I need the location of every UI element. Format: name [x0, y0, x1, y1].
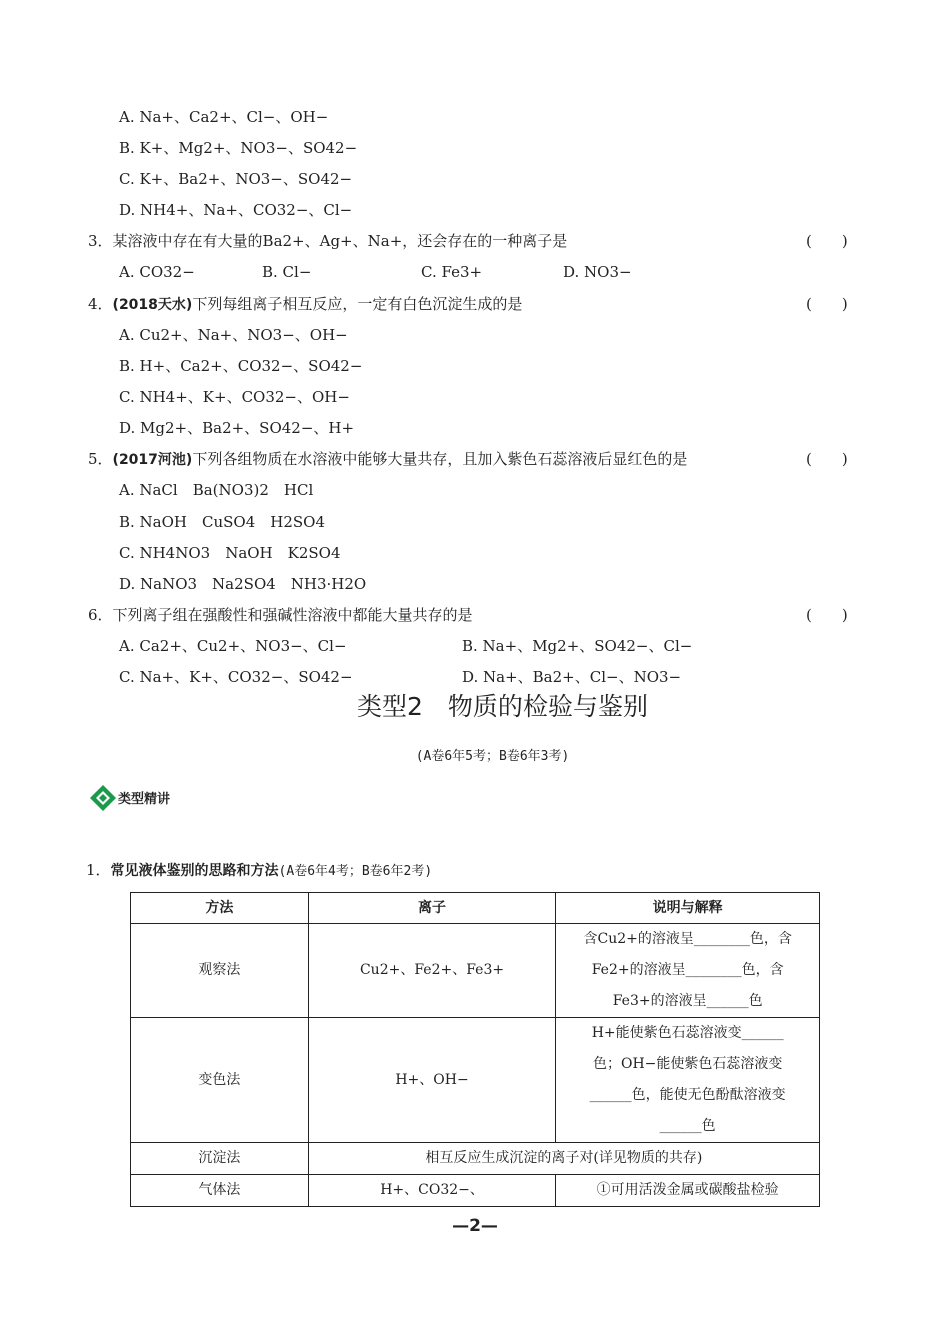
option-q3-c: C. Fe3+ [421, 263, 483, 281]
explain-line: H+能使紫色石蕊溶液变______ [591, 1025, 784, 1041]
header-explain: 说明与解释 [556, 893, 820, 924]
option-q3-a: A. CO32− [119, 263, 195, 281]
question-number: 5． [88, 450, 113, 468]
table-row [131, 1143, 820, 1175]
question-number: 6． [88, 606, 113, 624]
explain-line: ______色 [659, 1118, 716, 1134]
cell-method: 沉淀法 [131, 1143, 309, 1175]
option-q2-b: B. K+、Mg2+、NO3−、SO42− [119, 139, 358, 157]
question-number: 3． [88, 232, 113, 250]
question-exam-frequency: (A卷6年4考；B卷6年2考) [278, 864, 433, 879]
header-method: 方法 [131, 893, 309, 924]
identification-table [130, 892, 820, 1207]
table-row [131, 1175, 820, 1207]
question-title: 常见液体鉴别的思路和方法 [110, 863, 279, 879]
option-q2-d: D. NH4+、Na+、CO32−、Cl− [119, 201, 353, 219]
cell-explain [556, 1175, 820, 1207]
cell-method: 观察法 [131, 924, 309, 1018]
cell-method: 变色法 [131, 1018, 309, 1143]
answer-blank-q3: ( ) [806, 232, 848, 250]
question-4 [88, 294, 522, 315]
question-6 [88, 605, 473, 625]
question-stem: 下列离子组在强酸性和强碱性溶液中都能大量共存的是 [112, 606, 473, 624]
option-q6-a: A. Ca2+、Cu2+、NO3−、Cl− [119, 637, 347, 655]
option-q2-a: A. Na+、Ca2+、Cl−、OH− [119, 108, 329, 126]
option-q2-c: C. K+、Ba2+、NO3−、SO42− [119, 170, 353, 188]
header-ions: 离子 [308, 893, 556, 924]
answer-blank-q4: ( ) [806, 295, 848, 313]
explain-line: 色；OH−能使紫色石蕊溶液变 [592, 1056, 783, 1072]
question-source: (2018天水) [112, 297, 193, 313]
diamond-logo-icon [90, 785, 116, 811]
option-q4-b: B. H+、Ca2+、CO32−、SO42− [119, 357, 363, 375]
answer-blank-q6: ( ) [806, 606, 848, 624]
option-q6-b: B. Na+、Mg2+、SO42−、Cl− [462, 637, 693, 655]
cell-ions: H+、OH− [308, 1018, 556, 1143]
question-stem: 下列各组物质在水溶液中能够大量共存，且加入紫色石蕊溶液后显红色的是 [192, 450, 688, 468]
question-number: 1． [86, 861, 111, 879]
table-row [131, 924, 820, 1018]
question-source: (2017河池) [112, 452, 193, 468]
option-q6-d: D. Na+、Ba2+、Cl−、NO3− [462, 668, 682, 686]
cell-ions: H+、CO32−、 [308, 1175, 556, 1207]
cell-merged: 相互反应生成沉淀的离子对(详见物质的共存) [308, 1143, 819, 1175]
answer-blank-q5: ( ) [806, 450, 848, 468]
table-row [131, 1018, 820, 1143]
question-stem: 某溶液中存在有大量的Ba2+、Ag+、Na+，还会存在的一种离子是 [112, 232, 568, 250]
cell-ions: Cu2+、Fe2+、Fe3+ [308, 924, 556, 1018]
option-q5-d: D. NaNO3 Na2SO4 NH3·H2O [119, 575, 367, 593]
option-q4-c: C. NH4+、K+、CO32−、OH− [119, 388, 350, 406]
table-header-row [131, 893, 820, 924]
section-subtitle: (A卷6年5考；B卷6年3考) [415, 749, 570, 764]
cell-explain [556, 1018, 820, 1143]
option-q3-d: D. NO3− [563, 263, 632, 281]
option-q4-d: D. Mg2+、Ba2+、SO42−、H+ [119, 419, 355, 437]
page-number: —2— [452, 1216, 498, 1236]
option-q4-a: A. Cu2+、Na+、NO3−、OH− [119, 326, 348, 344]
question-stem: 下列每组离子相互反应，一定有白色沉淀生成的是 [192, 295, 523, 313]
cell-method: 气体法 [131, 1175, 309, 1207]
explain-line: ______色，能使无色酚酞溶液变 [589, 1087, 786, 1103]
explain-line: ①可用活泼金属或碳酸盐检验 [596, 1182, 779, 1198]
option-q3-b: B. Cl− [262, 263, 312, 281]
explain-line: 含Cu2+的溶液呈________色，含 [583, 931, 792, 947]
question-number: 4． [88, 295, 113, 313]
explain-line: Fe2+的溶液呈________色，含 [591, 962, 784, 978]
section-title: 类型2 物质的检验与鉴别 [357, 692, 648, 721]
badge-label: 类型精讲 [118, 792, 171, 807]
option-q5-c: C. NH4NO3 NaOH K2SO4 [119, 544, 341, 562]
explain-line: Fe3+的溶液呈______色 [612, 993, 763, 1009]
option-q6-c: C. Na+、K+、CO32−、SO42− [119, 668, 353, 686]
cell-explain [556, 924, 820, 1018]
question-5 [88, 449, 687, 470]
option-q5-a: A. NaCl Ba(NO3)2 HCl [119, 481, 314, 499]
question-3 [88, 231, 567, 251]
question-1-heading [86, 860, 432, 882]
option-q5-b: B. NaOH CuSO4 H2SO4 [119, 513, 326, 531]
